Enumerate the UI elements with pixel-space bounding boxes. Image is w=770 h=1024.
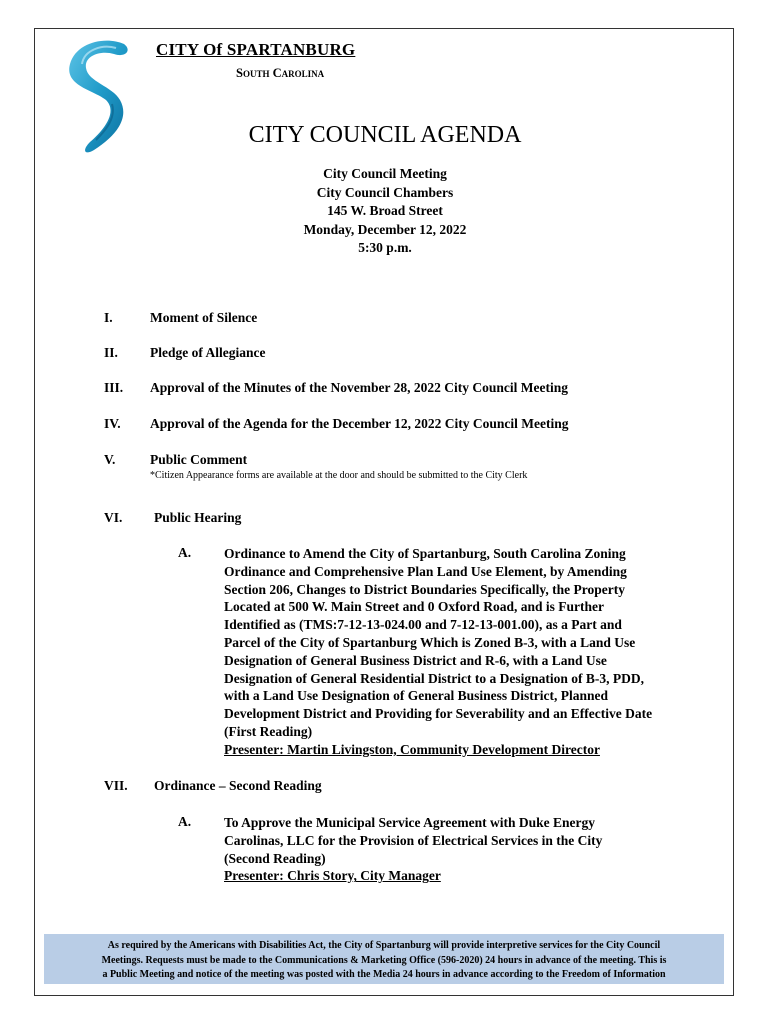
sub-item-line: Development District and Providing for Severability and an Effective Date — [224, 706, 653, 722]
item-note: *Citizen Appearance forms are available at the door and should be submitted to the City Clerk — [150, 470, 528, 481]
sub-item-line: Designation of General Business District and R-6, with a Land Use — [224, 652, 607, 668]
sub-item-letter: A. — [178, 814, 192, 829]
meeting-address: 145 W. Broad Street — [327, 203, 443, 218]
sub-item-line: Parcel of the City of Spartanburg Which is Zoned B-3, with a Land Use — [224, 634, 636, 650]
sub-item-line: Designation of General Residential District to a Designation of B-3, PDD, — [224, 670, 644, 686]
ada-notice — [44, 934, 724, 984]
agenda-title: CITY COUNCIL AGENDA — [248, 122, 522, 148]
item-number: IV. — [104, 416, 121, 431]
meeting-time: 5:30 p.m. — [358, 240, 412, 255]
sub-item-line: (Second Reading) — [224, 850, 326, 866]
ada-notice-line: Meetings. Requests must be made to the Communications & Marketing Office (596-2020) 24 hours in advance of the meeting. This is — [101, 954, 667, 966]
city-name: CITY Of SPARTANBURG — [156, 40, 356, 59]
item-number: V. — [104, 452, 116, 467]
item-title: Approval of the Minutes of the November 28, 2022 City Council Meeting — [150, 380, 568, 395]
item-title: Public Comment — [150, 452, 248, 467]
meeting-info — [0, 165, 770, 258]
item-title: Approval of the Agenda for the December 12, 2022 City Council Meeting — [150, 416, 569, 431]
sub-item-line: Section 206, Changes to District Boundaries Specifically, the Property — [224, 581, 625, 597]
sub-item-line: Located at 500 W. Main Street and 0 Oxford Road, and is Further — [224, 599, 605, 615]
presenter: Presenter: Martin Livingston, Community Development Director — [224, 741, 600, 757]
item-number: I. — [104, 310, 113, 325]
meeting-date: Monday, December 12, 2022 — [303, 221, 467, 237]
item-title: Public Hearing — [154, 510, 242, 525]
item-title: Moment of Silence — [150, 310, 258, 325]
sub-item-line: with a Land Use Designation of General Business District, Planned — [224, 688, 609, 704]
ada-notice-line: As required by the Americans with Disabilities Act, the City of Spartanburg will provide interpretive services for the City Council — [107, 940, 661, 951]
item-number: VI. — [104, 510, 123, 525]
ada-notice-line: a Public Meeting and notice of the meeting was posted with the Media 24 hours in advance according to the Freedom of Information — [102, 969, 666, 980]
public-hearing-item — [224, 545, 714, 759]
sub-item-line: Identified as (TMS:7-12-13-024.00 and 7-12-13-001.00), as a Part and — [224, 617, 622, 633]
presenter: Presenter: Chris Story, City Manager — [224, 868, 441, 884]
sub-item-letter: A. — [178, 545, 192, 560]
item-number: VII. — [104, 778, 128, 793]
meeting-location: City Council Chambers — [316, 184, 454, 200]
sub-item-line: Ordinance and Comprehensive Plan Land Use Element, by Amending — [224, 563, 627, 579]
second-reading-item — [224, 814, 714, 885]
meeting-type: City Council Meeting — [323, 166, 447, 181]
state-name: South Carolina — [236, 66, 325, 80]
sub-item-line: (First Reading) — [224, 723, 313, 739]
item-title: Ordinance – Second Reading — [154, 778, 322, 793]
item-number: III. — [104, 380, 124, 395]
sub-item-line: To Approve the Municipal Service Agreement with Duke Energy — [224, 815, 595, 830]
item-title: Pledge of Allegiance — [150, 345, 266, 360]
sub-item-line: Ordinance to Amend the City of Spartanburg, South Carolina Zoning — [224, 546, 626, 561]
item-number: II. — [104, 345, 118, 360]
sub-item-line: Carolinas, LLC for the Provision of Electrical Services in the City — [224, 832, 603, 848]
